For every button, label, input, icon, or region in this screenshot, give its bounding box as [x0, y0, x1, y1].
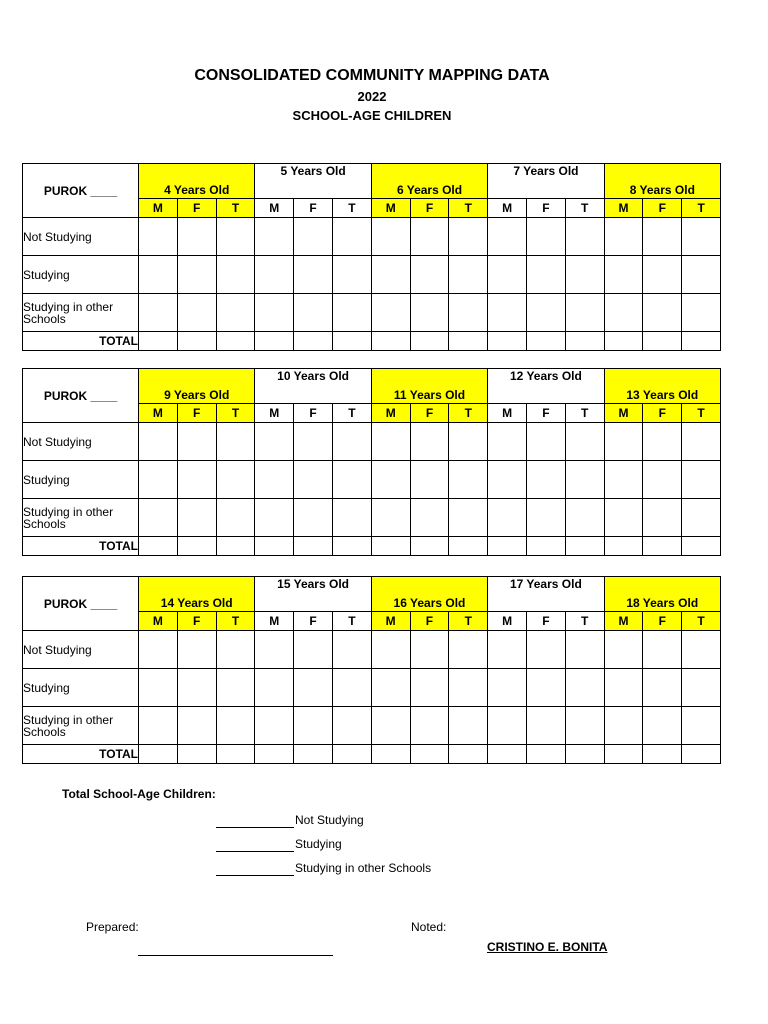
entry-cell[interactable]: [139, 461, 178, 499]
age-header: 11 Years Old: [371, 369, 487, 404]
entry-cell[interactable]: [371, 218, 410, 256]
age-header: 5 Years Old: [255, 164, 371, 199]
entry-cell[interactable]: [527, 423, 566, 461]
document-year: 2022: [357, 89, 387, 104]
age-header: 9 Years Old: [139, 369, 255, 404]
entry-cell[interactable]: [449, 218, 488, 256]
total-label: TOTAL: [23, 537, 139, 556]
total-cell[interactable]: [527, 332, 566, 351]
entry-cell[interactable]: [449, 499, 488, 537]
purok-label: PUROK ____: [23, 577, 139, 631]
entry-cell[interactable]: [526, 669, 565, 707]
entry-cell[interactable]: [604, 707, 643, 745]
total-cell[interactable]: [604, 332, 643, 351]
entry-cell[interactable]: [255, 669, 294, 707]
total-cell[interactable]: [565, 745, 604, 764]
entry-cell[interactable]: [216, 423, 255, 461]
entry-cell[interactable]: [682, 499, 721, 537]
total-cell[interactable]: [526, 745, 565, 764]
entry-cell[interactable]: [565, 423, 604, 461]
sex-header: F: [410, 404, 449, 423]
total-cell[interactable]: [449, 332, 488, 351]
entry-cell[interactable]: [410, 669, 449, 707]
summary-label-other-schools: Studying in other Schools: [295, 861, 432, 875]
total-cell[interactable]: [565, 537, 604, 556]
entry-cell[interactable]: [294, 669, 333, 707]
entry-cell[interactable]: [604, 423, 643, 461]
entry-cell[interactable]: [410, 294, 449, 332]
total-cell[interactable]: [643, 745, 682, 764]
entry-cell[interactable]: [526, 707, 565, 745]
sex-header: T: [449, 199, 488, 218]
sex-header: F: [410, 612, 449, 631]
entry-cell[interactable]: [177, 256, 216, 294]
total-cell[interactable]: [410, 332, 449, 351]
row-label: Not Studying: [23, 631, 139, 669]
entry-cell[interactable]: [139, 294, 178, 332]
sex-header: M: [371, 199, 410, 218]
sex-header: F: [527, 404, 566, 423]
sex-header: T: [449, 404, 488, 423]
entry-cell[interactable]: [643, 218, 682, 256]
entry-cell[interactable]: [410, 461, 449, 499]
total-cell[interactable]: [682, 332, 721, 351]
entry-cell[interactable]: [565, 256, 604, 294]
entry-cell[interactable]: [216, 294, 255, 332]
sex-header: F: [294, 404, 333, 423]
sex-header: F: [294, 612, 333, 631]
entry-cell[interactable]: [410, 631, 449, 669]
document-subtitle: SCHOOL-AGE CHILDREN: [292, 108, 452, 123]
entry-cell[interactable]: [643, 707, 682, 745]
total-cell[interactable]: [294, 537, 333, 556]
age-header: 7 Years Old: [488, 164, 604, 199]
summary-label-studying: Studying: [295, 837, 342, 851]
entry-cell[interactable]: [294, 499, 333, 537]
entry-cell[interactable]: [177, 499, 216, 537]
total-cell[interactable]: [139, 332, 178, 351]
sex-header: T: [216, 404, 255, 423]
entry-cell[interactable]: [177, 294, 216, 332]
entry-cell[interactable]: [216, 461, 255, 499]
entry-cell[interactable]: [177, 631, 216, 669]
sex-header: F: [643, 199, 682, 218]
purok-label: PUROK ____: [23, 369, 139, 423]
entry-cell[interactable]: [333, 256, 372, 294]
entry-cell[interactable]: [410, 499, 449, 537]
entry-cell[interactable]: [643, 669, 682, 707]
sex-header: M: [255, 612, 294, 631]
entry-cell[interactable]: [294, 461, 333, 499]
sex-header: M: [371, 612, 410, 631]
entry-cell[interactable]: [682, 461, 721, 499]
sex-header: F: [177, 404, 216, 423]
total-cell[interactable]: [177, 537, 216, 556]
sex-header: M: [604, 612, 643, 631]
entry-cell[interactable]: [139, 423, 178, 461]
entry-cell[interactable]: [565, 499, 604, 537]
summary-blank-studying[interactable]: [216, 851, 294, 852]
entry-cell[interactable]: [139, 218, 178, 256]
entry-cell[interactable]: [488, 669, 527, 707]
entry-cell[interactable]: [371, 423, 410, 461]
entry-cell[interactable]: [332, 707, 371, 745]
entry-cell[interactable]: [488, 499, 527, 537]
entry-cell[interactable]: [488, 294, 527, 332]
entry-cell[interactable]: [255, 218, 294, 256]
age-header: 6 Years Old: [371, 164, 487, 199]
total-cell[interactable]: [255, 332, 294, 351]
entry-cell[interactable]: [527, 256, 566, 294]
entry-cell[interactable]: [449, 707, 488, 745]
age-header: 13 Years Old: [604, 369, 720, 404]
sex-header: T: [682, 612, 721, 631]
entry-cell[interactable]: [604, 461, 643, 499]
total-cell[interactable]: [527, 537, 566, 556]
total-cell[interactable]: [294, 332, 333, 351]
entry-cell[interactable]: [682, 631, 721, 669]
entry-cell[interactable]: [604, 631, 643, 669]
entry-cell[interactable]: [139, 499, 178, 537]
row-label: Not Studying: [23, 423, 139, 461]
entry-cell[interactable]: [294, 218, 333, 256]
entry-cell[interactable]: [294, 256, 333, 294]
entry-cell[interactable]: [527, 294, 566, 332]
row-label: Studying in other Schools: [23, 707, 139, 745]
age-header: 12 Years Old: [488, 369, 604, 404]
total-cell[interactable]: [216, 537, 255, 556]
sex-header: M: [255, 404, 294, 423]
entry-cell[interactable]: [488, 631, 527, 669]
entry-cell[interactable]: [371, 256, 410, 294]
entry-cell[interactable]: [565, 461, 604, 499]
entry-cell[interactable]: [488, 256, 527, 294]
entry-cell[interactable]: [139, 707, 178, 745]
entry-cell[interactable]: [216, 707, 255, 745]
entry-cell[interactable]: [449, 669, 488, 707]
sex-header: T: [565, 404, 604, 423]
entry-cell[interactable]: [565, 218, 604, 256]
sex-header: M: [371, 404, 410, 423]
entry-cell[interactable]: [604, 294, 643, 332]
entry-cell[interactable]: [410, 256, 449, 294]
entry-cell[interactable]: [216, 669, 255, 707]
entry-cell[interactable]: [488, 707, 527, 745]
entry-cell[interactable]: [333, 218, 372, 256]
age-table-3: [22, 576, 721, 764]
entry-cell[interactable]: [488, 218, 527, 256]
entry-cell[interactable]: [333, 294, 372, 332]
entry-cell[interactable]: [371, 499, 410, 537]
sex-header: M: [255, 199, 294, 218]
entry-cell[interactable]: [565, 631, 604, 669]
entry-cell[interactable]: [682, 669, 721, 707]
total-cell[interactable]: [216, 332, 255, 351]
total-cell[interactable]: [139, 745, 178, 764]
entry-cell[interactable]: [643, 294, 682, 332]
age-table-1: [22, 163, 721, 351]
total-cell[interactable]: [139, 537, 178, 556]
entry-cell[interactable]: [177, 218, 216, 256]
entry-cell[interactable]: [371, 294, 410, 332]
sex-header: F: [177, 199, 216, 218]
sex-header: T: [565, 199, 604, 218]
entry-cell[interactable]: [139, 256, 178, 294]
entry-cell[interactable]: [139, 631, 178, 669]
entry-cell[interactable]: [371, 707, 410, 745]
purok-label: PUROK ____: [23, 164, 139, 218]
entry-cell[interactable]: [177, 707, 216, 745]
entry-cell[interactable]: [643, 499, 682, 537]
age-header: 14 Years Old: [139, 577, 255, 612]
noted-signer-name: CRISTINO E. BONITA: [487, 940, 608, 954]
sex-header: M: [604, 404, 643, 423]
entry-cell[interactable]: [255, 461, 294, 499]
sex-header: M: [139, 612, 178, 631]
age-header: 15 Years Old: [255, 577, 371, 612]
entry-cell[interactable]: [604, 256, 643, 294]
entry-cell[interactable]: [682, 294, 721, 332]
sex-header: F: [643, 612, 682, 631]
age-header: 8 Years Old: [604, 164, 720, 199]
total-cell[interactable]: [410, 745, 449, 764]
sex-header: F: [527, 199, 566, 218]
sex-header: F: [294, 199, 333, 218]
total-cell[interactable]: [604, 537, 643, 556]
total-cell[interactable]: [333, 537, 372, 556]
total-cell[interactable]: [371, 745, 410, 764]
entry-cell[interactable]: [410, 423, 449, 461]
sex-header: T: [682, 199, 721, 218]
sex-header: T: [333, 199, 372, 218]
entry-cell[interactable]: [604, 218, 643, 256]
entry-cell[interactable]: [449, 461, 488, 499]
entry-cell[interactable]: [216, 218, 255, 256]
entry-cell[interactable]: [410, 707, 449, 745]
total-cell[interactable]: [255, 537, 294, 556]
entry-cell[interactable]: [449, 294, 488, 332]
entry-cell[interactable]: [682, 423, 721, 461]
total-cell[interactable]: [216, 745, 255, 764]
entry-cell[interactable]: [643, 631, 682, 669]
total-cell[interactable]: [643, 537, 682, 556]
entry-cell[interactable]: [565, 707, 604, 745]
entry-cell[interactable]: [216, 499, 255, 537]
sex-header: T: [216, 612, 255, 631]
entry-cell[interactable]: [682, 707, 721, 745]
sex-header: F: [526, 612, 565, 631]
entry-cell[interactable]: [294, 631, 333, 669]
sex-header: T: [682, 404, 721, 423]
total-cell[interactable]: [565, 332, 604, 351]
entry-cell[interactable]: [682, 256, 721, 294]
total-label: TOTAL: [23, 332, 139, 351]
entry-cell[interactable]: [371, 461, 410, 499]
document-title: CONSOLIDATED COMMUNITY MAPPING DATA: [194, 67, 550, 84]
total-cell[interactable]: [371, 332, 410, 351]
total-cell[interactable]: [371, 537, 410, 556]
row-label: Not Studying: [23, 218, 139, 256]
entry-cell[interactable]: [604, 499, 643, 537]
total-cell[interactable]: [682, 745, 721, 764]
sex-header: T: [216, 199, 255, 218]
entry-cell[interactable]: [643, 423, 682, 461]
entry-cell[interactable]: [255, 256, 294, 294]
age-header: 10 Years Old: [255, 369, 371, 404]
sex-header: T: [565, 612, 604, 631]
age-header: 17 Years Old: [488, 577, 604, 612]
entry-cell[interactable]: [216, 256, 255, 294]
total-cell[interactable]: [333, 332, 372, 351]
entry-cell[interactable]: [410, 218, 449, 256]
entry-cell[interactable]: [565, 669, 604, 707]
entry-cell[interactable]: [177, 669, 216, 707]
sex-header: M: [604, 199, 643, 218]
entry-cell[interactable]: [177, 423, 216, 461]
total-cell[interactable]: [682, 537, 721, 556]
sex-header: F: [643, 404, 682, 423]
entry-cell[interactable]: [333, 461, 372, 499]
entry-cell[interactable]: [527, 461, 566, 499]
entry-cell[interactable]: [526, 631, 565, 669]
total-label: TOTAL: [23, 745, 139, 764]
row-label: Studying: [23, 669, 139, 707]
prepared-label: Prepared:: [86, 920, 139, 934]
entry-cell[interactable]: [332, 631, 371, 669]
entry-cell[interactable]: [255, 707, 294, 745]
total-cell[interactable]: [177, 745, 216, 764]
sex-header: F: [410, 199, 449, 218]
sex-header: M: [488, 404, 527, 423]
summary-label-not-studying: Not Studying: [295, 813, 364, 827]
entry-cell[interactable]: [294, 423, 333, 461]
entry-cell[interactable]: [527, 218, 566, 256]
total-cell[interactable]: [488, 537, 527, 556]
entry-cell[interactable]: [177, 461, 216, 499]
age-table-2: [22, 368, 721, 556]
summary-blank-other-schools[interactable]: [216, 875, 294, 876]
entry-cell[interactable]: [255, 423, 294, 461]
entry-cell[interactable]: [527, 499, 566, 537]
entry-cell[interactable]: [371, 669, 410, 707]
entry-cell[interactable]: [333, 423, 372, 461]
entry-cell[interactable]: [294, 294, 333, 332]
sex-header: T: [332, 612, 371, 631]
row-label: Studying in other Schools: [23, 294, 139, 332]
total-cell[interactable]: [332, 745, 371, 764]
entry-cell[interactable]: [488, 423, 527, 461]
total-cell[interactable]: [294, 745, 333, 764]
total-cell[interactable]: [449, 537, 488, 556]
total-cell[interactable]: [488, 332, 527, 351]
entry-cell[interactable]: [294, 707, 333, 745]
sex-header: T: [449, 612, 488, 631]
entry-cell[interactable]: [565, 294, 604, 332]
age-header: 18 Years Old: [604, 577, 720, 612]
total-cell[interactable]: [604, 745, 643, 764]
sex-header: F: [177, 612, 216, 631]
entry-cell[interactable]: [371, 631, 410, 669]
sex-header: M: [488, 199, 527, 218]
entry-cell[interactable]: [643, 461, 682, 499]
entry-cell[interactable]: [332, 669, 371, 707]
total-cell[interactable]: [255, 745, 294, 764]
prepared-signature-line[interactable]: [138, 955, 333, 956]
row-label: Studying: [23, 461, 139, 499]
sex-header: M: [139, 404, 178, 423]
entry-cell[interactable]: [604, 669, 643, 707]
entry-cell[interactable]: [255, 499, 294, 537]
entry-cell[interactable]: [139, 669, 178, 707]
row-label: Studying: [23, 256, 139, 294]
row-label: Studying in other Schools: [23, 499, 139, 537]
entry-cell[interactable]: [449, 631, 488, 669]
summary-blank-not-studying[interactable]: [216, 827, 294, 828]
entry-cell[interactable]: [643, 256, 682, 294]
total-cell[interactable]: [449, 745, 488, 764]
noted-label: Noted:: [411, 920, 447, 934]
sex-header: T: [333, 404, 372, 423]
total-cell[interactable]: [410, 537, 449, 556]
sex-header: M: [488, 612, 527, 631]
summary-title: Total School-Age Children:: [62, 787, 216, 801]
entry-cell[interactable]: [449, 256, 488, 294]
entry-cell[interactable]: [488, 461, 527, 499]
total-cell[interactable]: [643, 332, 682, 351]
entry-cell[interactable]: [216, 631, 255, 669]
entry-cell[interactable]: [682, 218, 721, 256]
total-cell[interactable]: [488, 745, 527, 764]
entry-cell[interactable]: [255, 631, 294, 669]
entry-cell[interactable]: [333, 499, 372, 537]
entry-cell[interactable]: [255, 294, 294, 332]
entry-cell[interactable]: [449, 423, 488, 461]
sex-header: M: [139, 199, 178, 218]
age-header: 4 Years Old: [139, 164, 255, 199]
age-header: 16 Years Old: [371, 577, 487, 612]
total-cell[interactable]: [177, 332, 216, 351]
